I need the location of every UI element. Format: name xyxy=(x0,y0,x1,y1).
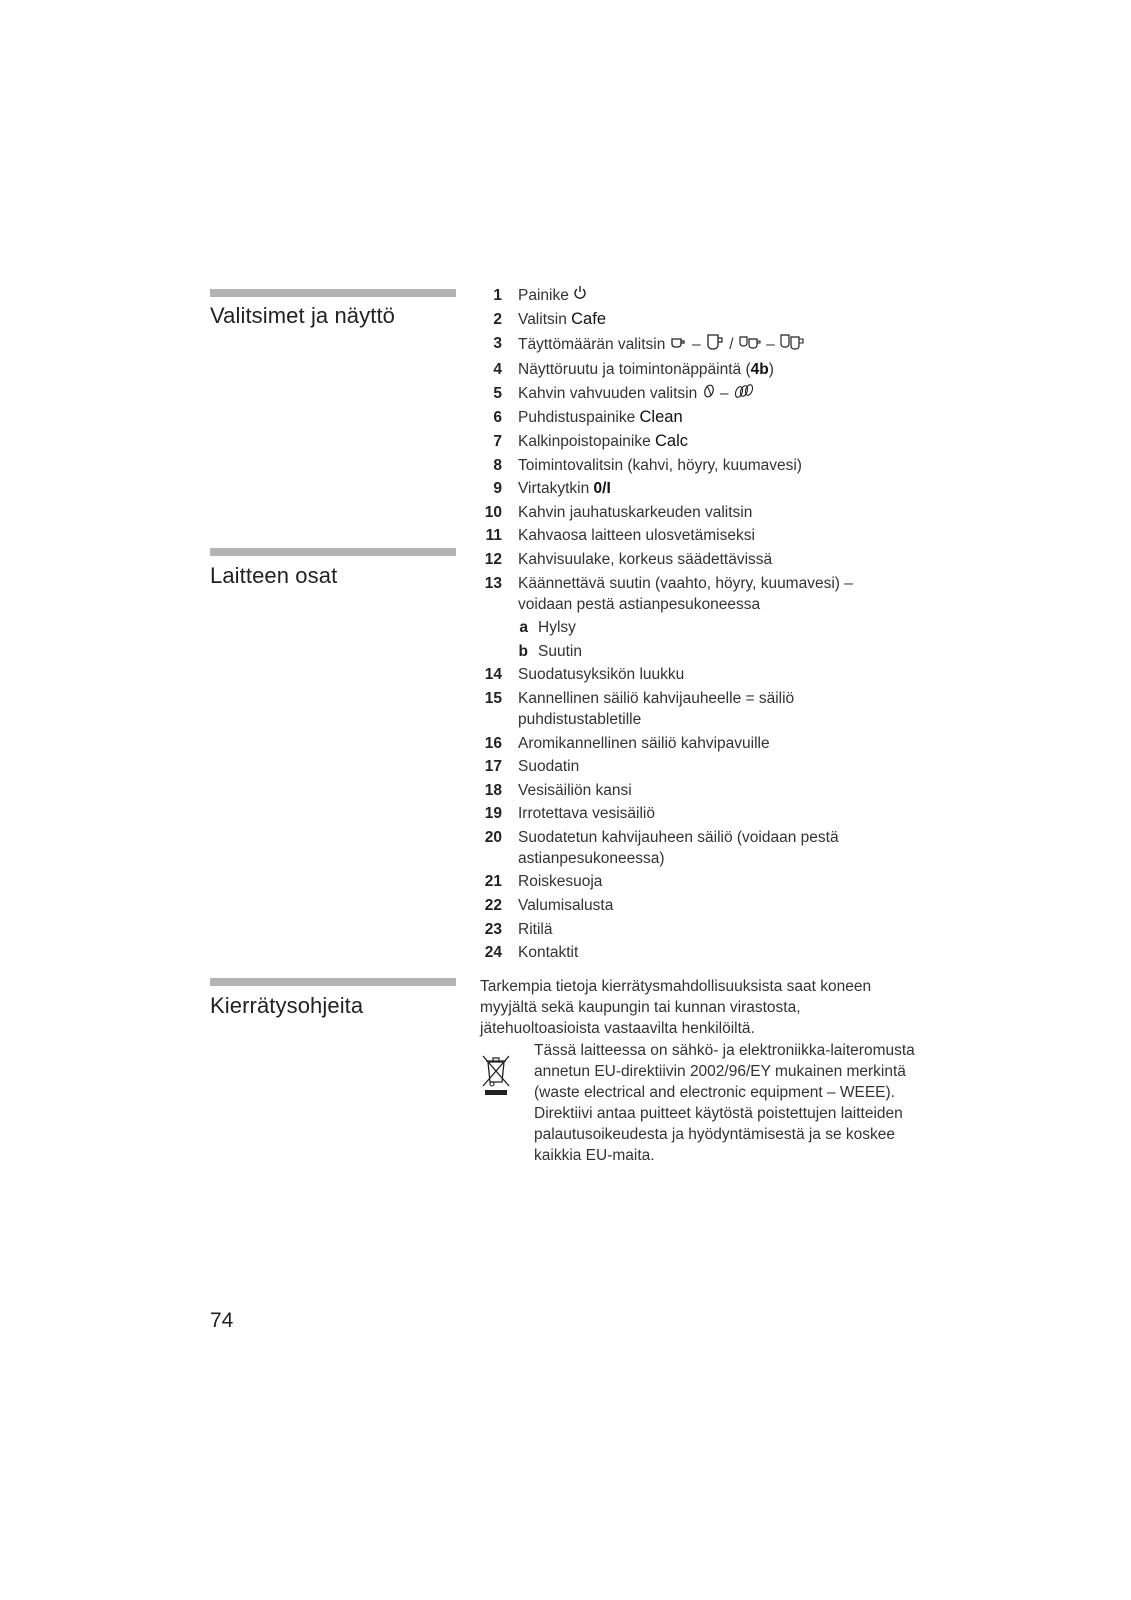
item-number: 8 xyxy=(493,456,502,474)
parts-list xyxy=(474,285,878,966)
item-number: 10 xyxy=(484,503,502,521)
sub-list-item xyxy=(474,617,878,638)
list-item xyxy=(474,664,878,685)
item-text: Suodatin xyxy=(518,758,580,776)
item-text-tail: ) xyxy=(768,361,774,379)
dash-symbol: – xyxy=(719,384,729,402)
list-item xyxy=(474,803,878,824)
list-item xyxy=(474,919,878,940)
list-item xyxy=(474,756,878,777)
item-number: 7 xyxy=(493,432,502,450)
item-number: 1 xyxy=(493,287,502,304)
crossed-bin-icon xyxy=(480,1052,512,1096)
item-text: Näyttöruutu ja toimintonäppäintä ( xyxy=(518,361,751,379)
list-item xyxy=(474,871,878,892)
item-text: Puhdistuspainike xyxy=(518,409,636,427)
item-keyword: 0/I xyxy=(593,480,611,498)
large-cup-icon xyxy=(705,333,725,357)
item-number: 6 xyxy=(493,409,502,427)
list-item xyxy=(474,827,878,869)
list-item xyxy=(474,502,878,523)
item-text: Kannellinen säiliö kahvijauheelle = säiliö puhdistustabletille xyxy=(518,689,795,728)
item-number: 2 xyxy=(493,311,502,328)
slash-symbol: / xyxy=(729,335,734,353)
item-number: 5 xyxy=(493,384,502,402)
list-item xyxy=(474,780,878,801)
item-text: Painike xyxy=(518,287,569,304)
item-text: Käännettävä suutin (vaahto, höyry, kuumavesi) – voidaan pestä astianpesukoneessa xyxy=(518,574,853,613)
item-text: Suodatetun kahvijauheen säiliö (voidaan pestä astianpesukoneessa) xyxy=(518,828,839,867)
item-number: 14 xyxy=(484,666,502,684)
item-text: Vesisäiliön kansi xyxy=(518,781,632,799)
list-item xyxy=(474,525,878,546)
item-number: 15 xyxy=(484,689,502,707)
item-number: 3 xyxy=(493,334,502,352)
item-text: Täyttömäärän valitsin xyxy=(518,335,666,353)
item-number: 23 xyxy=(484,920,502,938)
three-beans-icon xyxy=(733,383,755,405)
item-text: Kahvisuulake, korkeus säädettävissä xyxy=(518,550,773,568)
item-number: 11 xyxy=(485,527,502,545)
list-item xyxy=(474,407,878,428)
list-item xyxy=(474,309,878,330)
item-text: Kahvaosa laitteen ulosvetämiseksi xyxy=(518,527,755,545)
section-title-parts: Laitteen osat xyxy=(210,563,338,588)
item-text: Toimintovalitsin (kahvi, höyry, kuumavesi) xyxy=(518,456,802,474)
two-small-cups-icon xyxy=(738,334,762,356)
item-text: Kahvin vahvuuden valitsin xyxy=(518,384,698,402)
item-text: Irrotettava vesisäiliö xyxy=(518,805,655,823)
section-rule-controls xyxy=(210,289,456,297)
dash-symbol: – xyxy=(691,335,701,353)
item-text: Ritilä xyxy=(518,920,553,938)
sub-list-item xyxy=(474,641,878,662)
item-keyword: Cafe xyxy=(571,310,606,328)
item-text: Aromikannellinen säiliö kahvipavuille xyxy=(518,734,770,752)
item-number: 22 xyxy=(484,897,502,915)
sub-item-letter: b xyxy=(518,642,528,660)
list-item xyxy=(474,895,878,916)
item-text: Valitsin xyxy=(518,311,567,328)
item-number: 24 xyxy=(484,944,502,962)
section-title-controls: Valitsimet ja näyttö xyxy=(210,303,396,328)
sub-item-text: Hylsy xyxy=(538,619,576,637)
one-bean-icon xyxy=(702,383,716,405)
page-number: 74 xyxy=(210,1309,234,1332)
item-number: 9 xyxy=(493,480,502,498)
item-text: Virtakytkin xyxy=(518,480,590,498)
list-item xyxy=(474,359,878,380)
item-number: 4 xyxy=(493,361,502,379)
section-title-recycling: Kierrätysohjeita xyxy=(210,993,364,1018)
item-number: 20 xyxy=(484,828,502,846)
item-text: Kontaktit xyxy=(518,944,579,962)
item-number: 19 xyxy=(484,805,502,823)
item-text: Kalkinpoistopainike xyxy=(518,432,651,450)
item-text: Valumisalusta xyxy=(518,897,614,915)
item-number: 21 xyxy=(484,873,502,891)
list-item xyxy=(474,478,878,499)
item-number: 17 xyxy=(484,758,502,776)
section-rule-parts xyxy=(210,548,456,556)
power-icon xyxy=(573,285,587,306)
sub-item-text: Suutin xyxy=(538,642,582,660)
list-item xyxy=(474,333,878,357)
item-number: 18 xyxy=(484,781,502,799)
list-item xyxy=(474,383,878,405)
item-number: 16 xyxy=(484,734,502,752)
list-item xyxy=(474,942,878,963)
dash-symbol: – xyxy=(766,335,775,353)
list-item xyxy=(474,431,878,452)
list-item xyxy=(474,549,878,570)
list-item xyxy=(474,455,878,476)
two-large-cups-icon xyxy=(779,333,805,357)
list-item xyxy=(474,573,878,615)
item-keyword: Clean xyxy=(639,408,683,427)
item-text: Kahvin jauhatuskarkeuden valitsin xyxy=(518,503,753,521)
list-item xyxy=(474,733,878,754)
small-cup-icon xyxy=(670,334,688,355)
section-rule-recycling xyxy=(210,978,456,986)
item-number: 13 xyxy=(484,574,502,592)
item-number: 12 xyxy=(484,550,502,568)
item-keyword: Calc xyxy=(655,431,689,450)
list-item xyxy=(474,285,878,306)
recycling-intro: Tarkempia tietoja kierrätysmahdollisuuksista saat koneen myyjältä sekä kaupungin tai kunnan virastosta, jätehuoltoasioista vastaavilta henkilöiltä. xyxy=(480,978,872,1037)
item-text: Suodatusyksikön luukku xyxy=(518,666,685,684)
sub-item-letter: a xyxy=(519,619,528,637)
item-keyword: 4b xyxy=(750,361,769,379)
list-item xyxy=(474,688,878,730)
item-text: Roiskesuoja xyxy=(518,873,603,891)
weee-text: Tässä laitteessa on sähkö- ja elektroniikka-laiteromusta annetun EU-direktiivin 2002/96/EY mukainen merkintä (waste electrical and electronic equipment – WEEE). Direktiivi antaa puitteet käytöstä poistettujen laitteiden palautusoikeudesta ja hyödyntämisestä ja se koskee kaikkia EU-maita. xyxy=(534,1042,915,1164)
